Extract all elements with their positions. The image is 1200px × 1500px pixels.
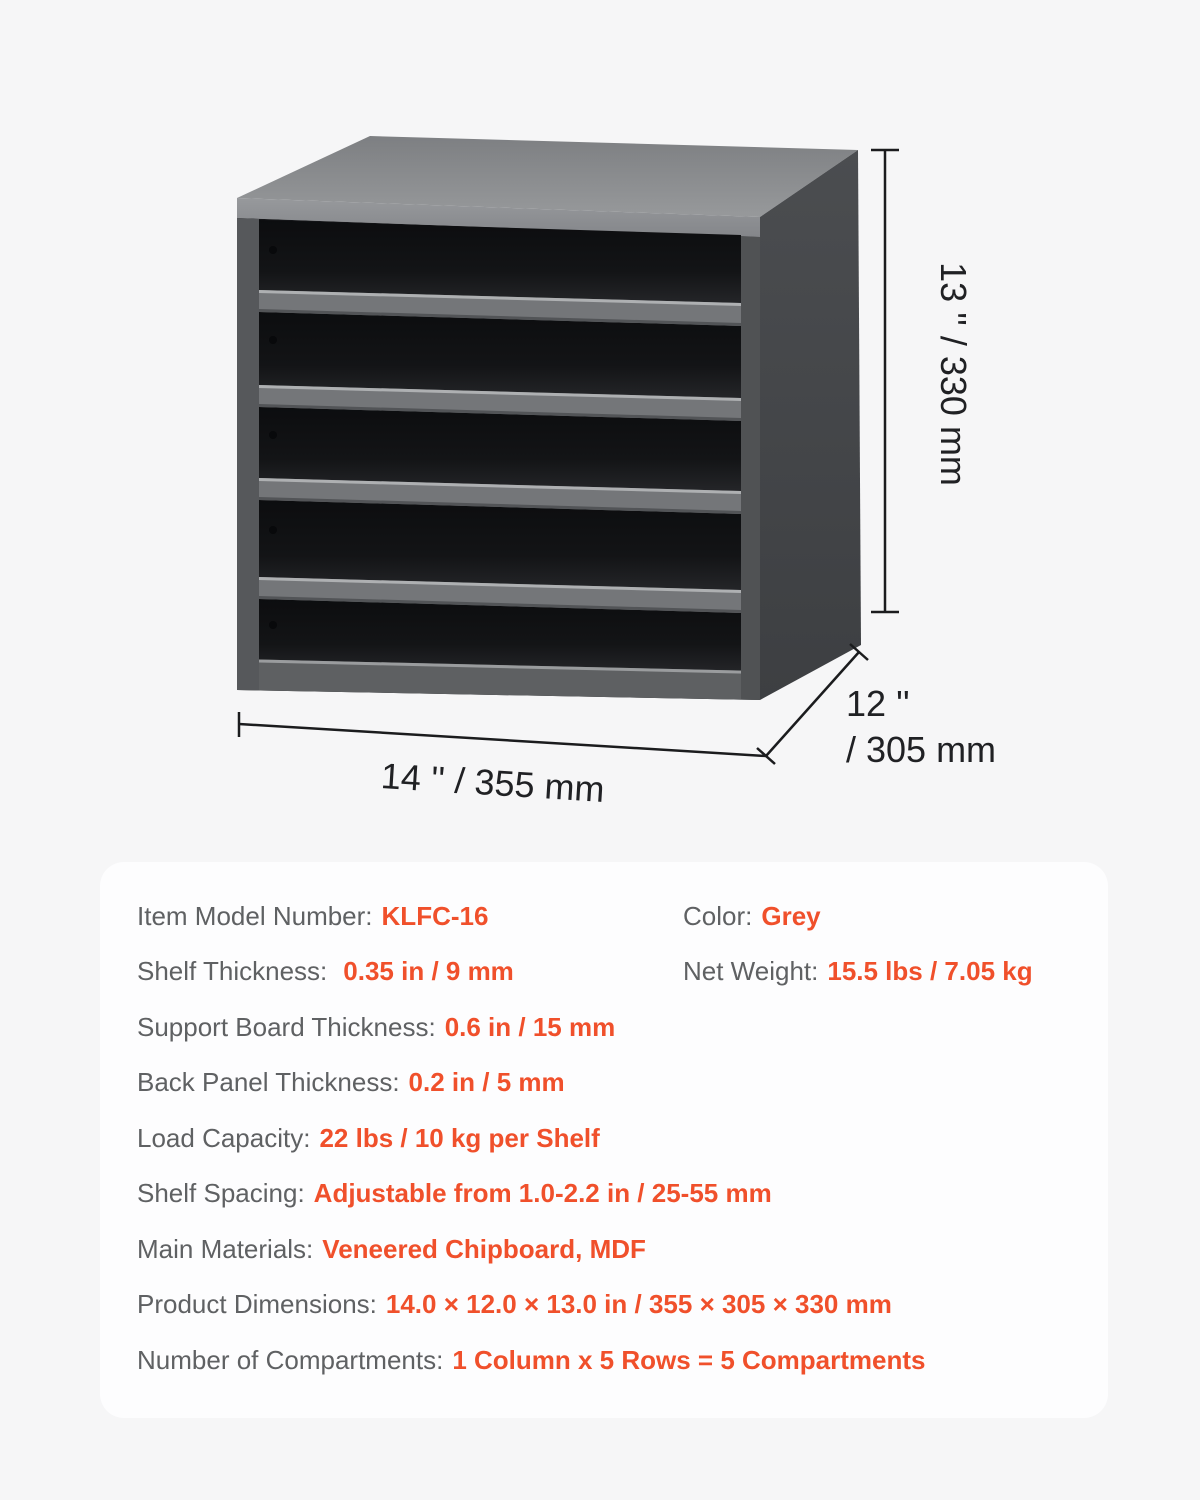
spec-card <box>100 862 1108 1418</box>
spec-label: Support Board Thickness: <box>137 1012 436 1042</box>
spec-label: Main Materials: <box>137 1234 314 1264</box>
depth-dimension-label-line2: / 305 mm <box>846 729 997 770</box>
spec-pair-materials <box>137 1234 646 1264</box>
height-dimension-line <box>871 150 899 612</box>
cabinet-right-face <box>760 150 861 700</box>
spec-pair-load-capacity <box>137 1123 600 1153</box>
spec-row-compartments <box>137 1345 1088 1375</box>
spec-label: Shelf Thickness: <box>137 956 328 986</box>
compartment-opening <box>259 312 741 398</box>
spec-pair-product-dimensions <box>137 1289 892 1319</box>
height-dimension-label: 13 '' / 330 mm <box>933 262 974 486</box>
spec-pair-color <box>683 901 821 931</box>
spec-pair-back-panel <box>137 1067 565 1097</box>
spec-pair-shelf-spacing <box>137 1178 772 1208</box>
cabinet-left-stile <box>237 218 259 690</box>
compartment-opening <box>259 500 741 590</box>
spec-row-materials <box>137 1234 1088 1264</box>
spec-row-support-board <box>137 1012 1088 1042</box>
spec-label: Item Model Number: <box>137 901 373 931</box>
spec-value: 15.5 lbs / 7.05 kg <box>827 956 1033 986</box>
spec-label: Number of Compartments: <box>137 1345 444 1375</box>
cabinet-render <box>237 136 861 700</box>
spec-value: 14.0 × 12.0 × 13.0 in / 355 × 305 × 330 mm <box>385 1289 892 1319</box>
spec-value: 0.6 in / 15 mm <box>444 1012 616 1042</box>
spec-label: Net Weight: <box>683 956 819 986</box>
spec-label: Color: <box>683 901 753 931</box>
spec-label: Product Dimensions: <box>137 1289 377 1319</box>
spec-pair-shelf-thickness <box>137 956 514 986</box>
spec-value: KLFC-16 <box>381 901 489 931</box>
spec-value: Grey <box>761 901 821 931</box>
spec-row-model-color <box>137 901 1088 931</box>
spec-value: Veneered Chipboard, MDF <box>322 1234 646 1264</box>
spec-pair-net-weight <box>683 956 1033 986</box>
spec-pair-compartments <box>137 1345 926 1375</box>
compartment-opening <box>259 407 741 491</box>
spec-row-thickness-weight <box>137 956 1088 986</box>
spec-value: 0.35 in / 9 mm <box>343 956 514 986</box>
spec-value: Adjustable from 1.0-2.2 in / 25-55 mm <box>313 1178 772 1208</box>
width-dimension-line <box>239 712 766 756</box>
spec-value: 22 lbs / 10 kg per Shelf <box>319 1123 600 1153</box>
spec-row-load-capacity <box>137 1123 1088 1153</box>
spec-pair-support-board <box>137 1012 615 1042</box>
spec-value: 0.2 in / 5 mm <box>408 1067 565 1097</box>
depth-dimension-label-line1: 12 '' <box>846 683 910 724</box>
spec-pair-model <box>137 901 488 931</box>
cabinet-right-stile <box>741 236 760 700</box>
spec-label: Shelf Spacing: <box>137 1178 305 1208</box>
width-dimension-label: 14 '' / 355 mm <box>379 755 606 811</box>
spec-value: 1 Column x 5 Rows = 5 Compartments <box>452 1345 926 1375</box>
spec-row-back-panel <box>137 1067 1088 1097</box>
spec-label: Load Capacity: <box>137 1123 311 1153</box>
spec-row-shelf-spacing <box>137 1178 1088 1208</box>
spec-row-product-dimensions <box>137 1289 1088 1319</box>
spec-label: Back Panel Thickness: <box>137 1067 400 1097</box>
